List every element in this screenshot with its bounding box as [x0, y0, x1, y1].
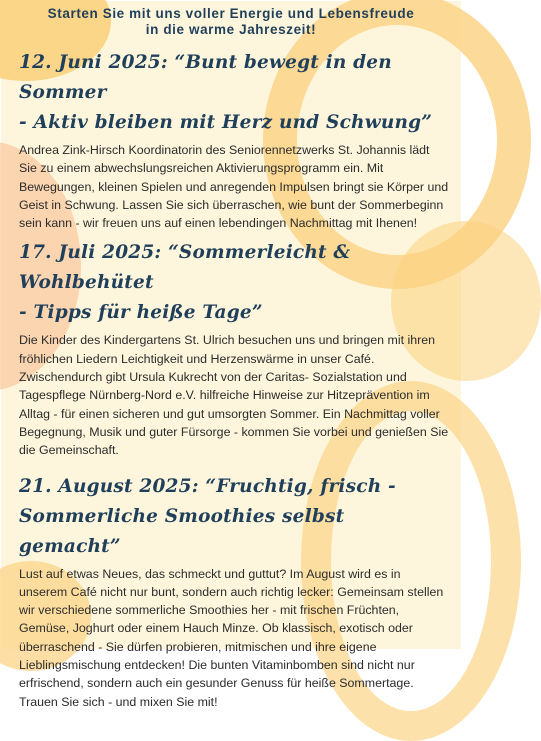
event-title [19, 48, 449, 138]
event-description: Lust auf etwas Neues, das schmeckt und guttut? Im August wird es in unserem Café nicht nur bunt, sondern auch richtig lecker: Gemeinsam stellen wir verschiedene sommerliche Smoothies her - mit frischen Früchten, Gemüse, Joghurt oder einem Hauch Minze. Ob klassisch, exotisch oder überraschend - Sie dürfen probieren, mitmischen und ihre eigene Lieblingsmischung entdecken! Die bunten Vitaminbomben sind nicht nur erfrischend, sondern auch ein gesunder Genuss für heiße Sommertage. Trauen Sie sich - und mixen Sie mit! [19, 566, 444, 709]
event-title-line-2: - Aktiv bleiben mit Herz und Schwung” [19, 112, 433, 133]
event-title [19, 238, 449, 328]
event-title-line-1: 17. Juli 2025: “Sommerleicht & Wohlbehütet [19, 242, 351, 294]
header-line-1: Starten Sie mit uns voller Energie und Lebensfreude [47, 6, 415, 21]
header-line-2: in die warme Jahreszeit! [145, 22, 317, 37]
flyer-page [1, 1, 461, 709]
event-section-august [1, 472, 461, 711]
event-section-june [1, 48, 461, 232]
header-slogan [31, 6, 431, 38]
event-description: Andrea Zink-Hirsch Koordinatorin des Seniorennetzwerks St. Johannis lädt Sie zu einem abwechslungsreichen Aktivierungsprogramm ein. Mit Bewegungen, kleinen Spielen und anregenden Impulsen bringt sie Körper und Geist in Schwung. Lassen Sie sich überraschen, wie bunt der Sommerbeginn sein kann - wir freuen uns auf einen lebendingen Nachmittag mit Ihenen! [19, 143, 449, 231]
event-title [19, 472, 449, 562]
flyer-content [1, 1, 461, 709]
event-title-line-1: 21. August 2025: “Fruchtig, frisch - [19, 475, 396, 497]
event-title-line-2: Sommerliche Smoothies selbst gemacht” [19, 505, 345, 557]
event-description: Die Kinder des Kindergartens St. Ulrich besuchen uns und bringen mit ihren fröhlichen Liedern Leichtigkeit und Herzenswärme in unser Café. Zwischendurch gibt Ursula Kukrecht von der Caritas- Sozialstation und Tagespflege Nürnberg-Nord e.V. hilfreiche Hinweise zur Hitzeprävention im Alltag - für einen sicheren und gut umsorgten Sommer. Ein Nachmittag voller Begegnung, Musik und guter Fürsorge - kommen Sie vorbei und genießen Sie die Gemeinschaft. [19, 333, 449, 458]
event-section-july [1, 238, 461, 459]
event-title-line-2: - Tipps für heiße Tage” [19, 302, 263, 324]
event-title-line-1: 12. Juni 2025: “Bunt bewegt in den Sommer [19, 52, 392, 103]
